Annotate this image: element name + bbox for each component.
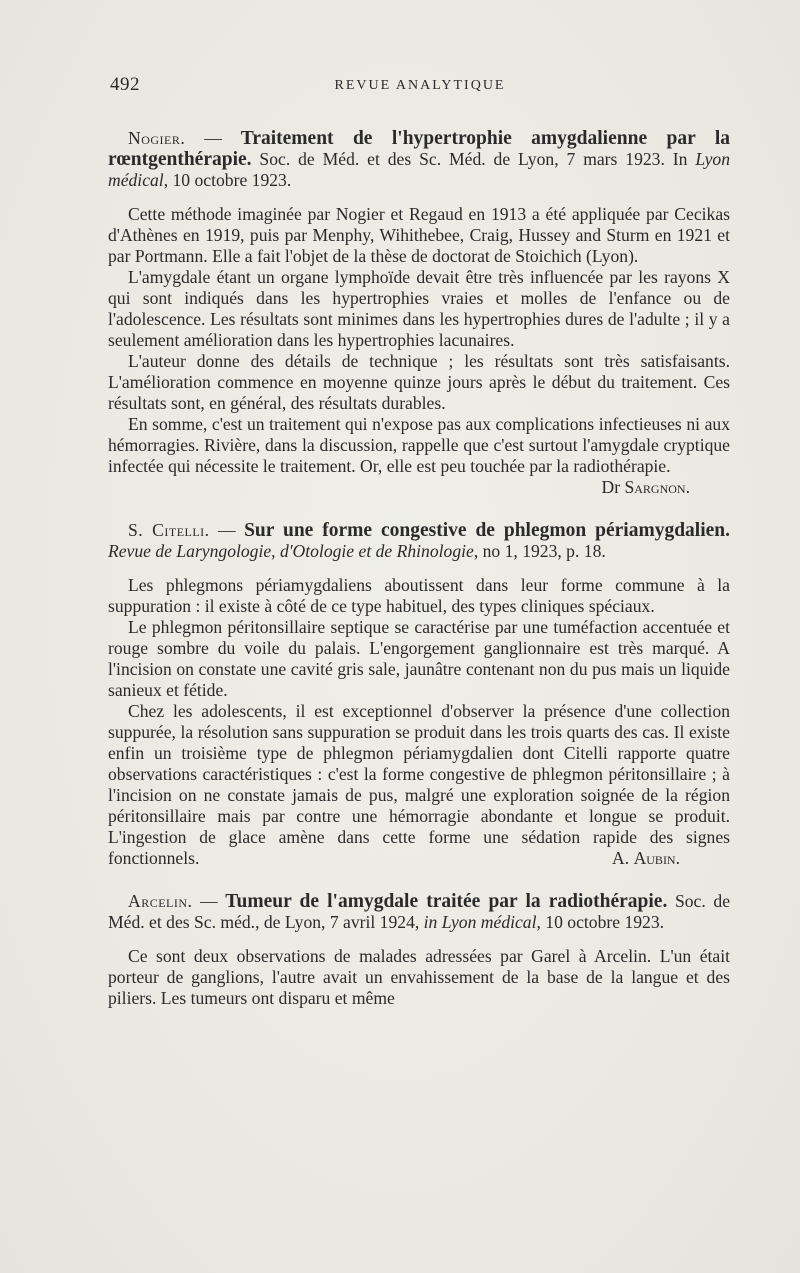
citation-text: Soc. de Méd. et des Sc. méd., de Lyon, 7 avril 1924,: [108, 891, 730, 932]
signature-name: Aubin.: [633, 848, 680, 868]
article-author: S. Citelli.: [128, 520, 210, 540]
heading-dash: —: [185, 128, 241, 148]
heading-dash: —: [209, 520, 245, 540]
article-paragraph: L'amygdale étant un organe lymphoïde devait être très influencée par les rayons X qui sont indiqués dans les hypertrophies vraies et molles de l'enfance ou de l'adolescence. Les résultats sont minimes dans les hypertrophies dures de l'adulte ; il y a seulement amélioration dans les hypertrophies lacunaires.: [108, 267, 730, 350]
page-content: [108, 128, 730, 1031]
reviewer-signature: [592, 848, 680, 869]
article-paragraph: Cette méthode imaginée par Nogier et Regaud en 1913 a été appliquée par Cecikas d'Athènes en 1919, puis par Menphy, Wihithebee, Craig, Hussey and Sturm en 1921 et par Portmann. Elle a fait l'objet de la thèse de doctorat de Stoichich (Lyon).: [108, 204, 730, 266]
article-paragraph: Le phlegmon péritonsillaire septique se caractérise par une tuméfaction accentuée et rouge sombre du voile du palais. L'engorgement ganglionnaire est très marqué. A l'incision on constate une cavité gris sale, jaunâtre contenant non du pus mais un liquide sanieux et fétide.: [108, 617, 730, 700]
article-paragraph: [108, 701, 730, 869]
article-paragraph: L'auteur donne des détails de technique ; les résultats sont très satisfaisants. L'amélioration commence en moyenne quinze jours après le début du traitement. Ces résultats sont, en général, des résultats durables.: [108, 351, 730, 413]
article-author: Nogier.: [128, 128, 186, 148]
article-title: Sur une forme congestive de phlegmon périamygdalien.: [244, 520, 731, 541]
review-article-nogier: [108, 128, 730, 498]
citation-journal: Revue de Laryngologie, d'Otologie et de Rhinologie: [108, 541, 474, 561]
article-paragraph: Ce sont deux observations de malades adressées par Garel à Arcelin. L'un était porteur de ganglions, l'autre avait un envahissement de la base de la langue et des piliers. Les tumeurs ont disparu et même: [108, 946, 730, 1008]
review-article-arcelin: [108, 891, 730, 1009]
article-heading: [108, 128, 730, 191]
article-heading: [108, 891, 730, 933]
article-title: Tumeur de l'amygdale traitée par la radiothérapie.: [225, 891, 668, 912]
citation-text: Soc. de Méd. et des Sc. Méd. de Lyon, 7 mars 1923. In: [251, 149, 696, 169]
review-article-citelli: [108, 520, 730, 869]
citation-journal: Lyon médical: [108, 149, 730, 190]
article-author: Arcelin.: [128, 891, 193, 911]
article-heading: [108, 520, 730, 562]
page-number: 492: [110, 74, 140, 95]
citation-journal: in Lyon médical: [423, 912, 537, 932]
signature-prefix: A.: [612, 848, 634, 868]
signature-name: Sargnon.: [624, 477, 690, 497]
paragraph-text: Chez les adolescents, il est exceptionnel d'observer la présence d'une collection suppurée, la résolution sans suppuration se produit dans les trois quarts des cas. Il existe enfin un troisième type de phlegmon périamygdalien dont Citelli rapporte quatre observations caractéristiques : c'est la forme congestive de phlegmon péritonsillaire ; à l'incision on ne constate jamais de pus, malgré une exploration soignée de la région péritonsillaire mais par contre une hémorragie abondante et longue se produit. L'ingestion de glace amène dans cette forme une sédation rapide des signes fonctionnels.: [108, 701, 730, 868]
heading-dash: —: [192, 891, 226, 911]
signature-prefix: Dr: [601, 477, 625, 497]
article-paragraph: Les phlegmons périamygdaliens aboutissent dans leur forme commune à la suppuration : il existe à côté de ce type habituel, des types cliniques spéciaux.: [108, 575, 730, 616]
article-paragraph: En somme, c'est un traitement qui n'expose pas aux complications infectieuses ni aux hémorragies. Rivière, dans la discussion, rappelle que c'est surtout l'amygdale cryptique infectée qui nécessite le traitement. Or, elle est peu touchée par la radiothérapie.: [108, 414, 730, 476]
running-title: REVUE ANALYTIQUE: [334, 78, 506, 93]
page-header: [110, 74, 730, 104]
citation-text-end: , no 1, 1923, p. 18.: [473, 541, 606, 561]
citation-text-end: , 10 octobre 1923.: [536, 912, 665, 932]
citation-text-end: , 10 octobre 1923.: [163, 170, 292, 190]
article-title: Traitement de l'hypertrophie amygdalienne par la rœntgenthérapie.: [108, 128, 731, 170]
reviewer-signature: [108, 477, 730, 498]
